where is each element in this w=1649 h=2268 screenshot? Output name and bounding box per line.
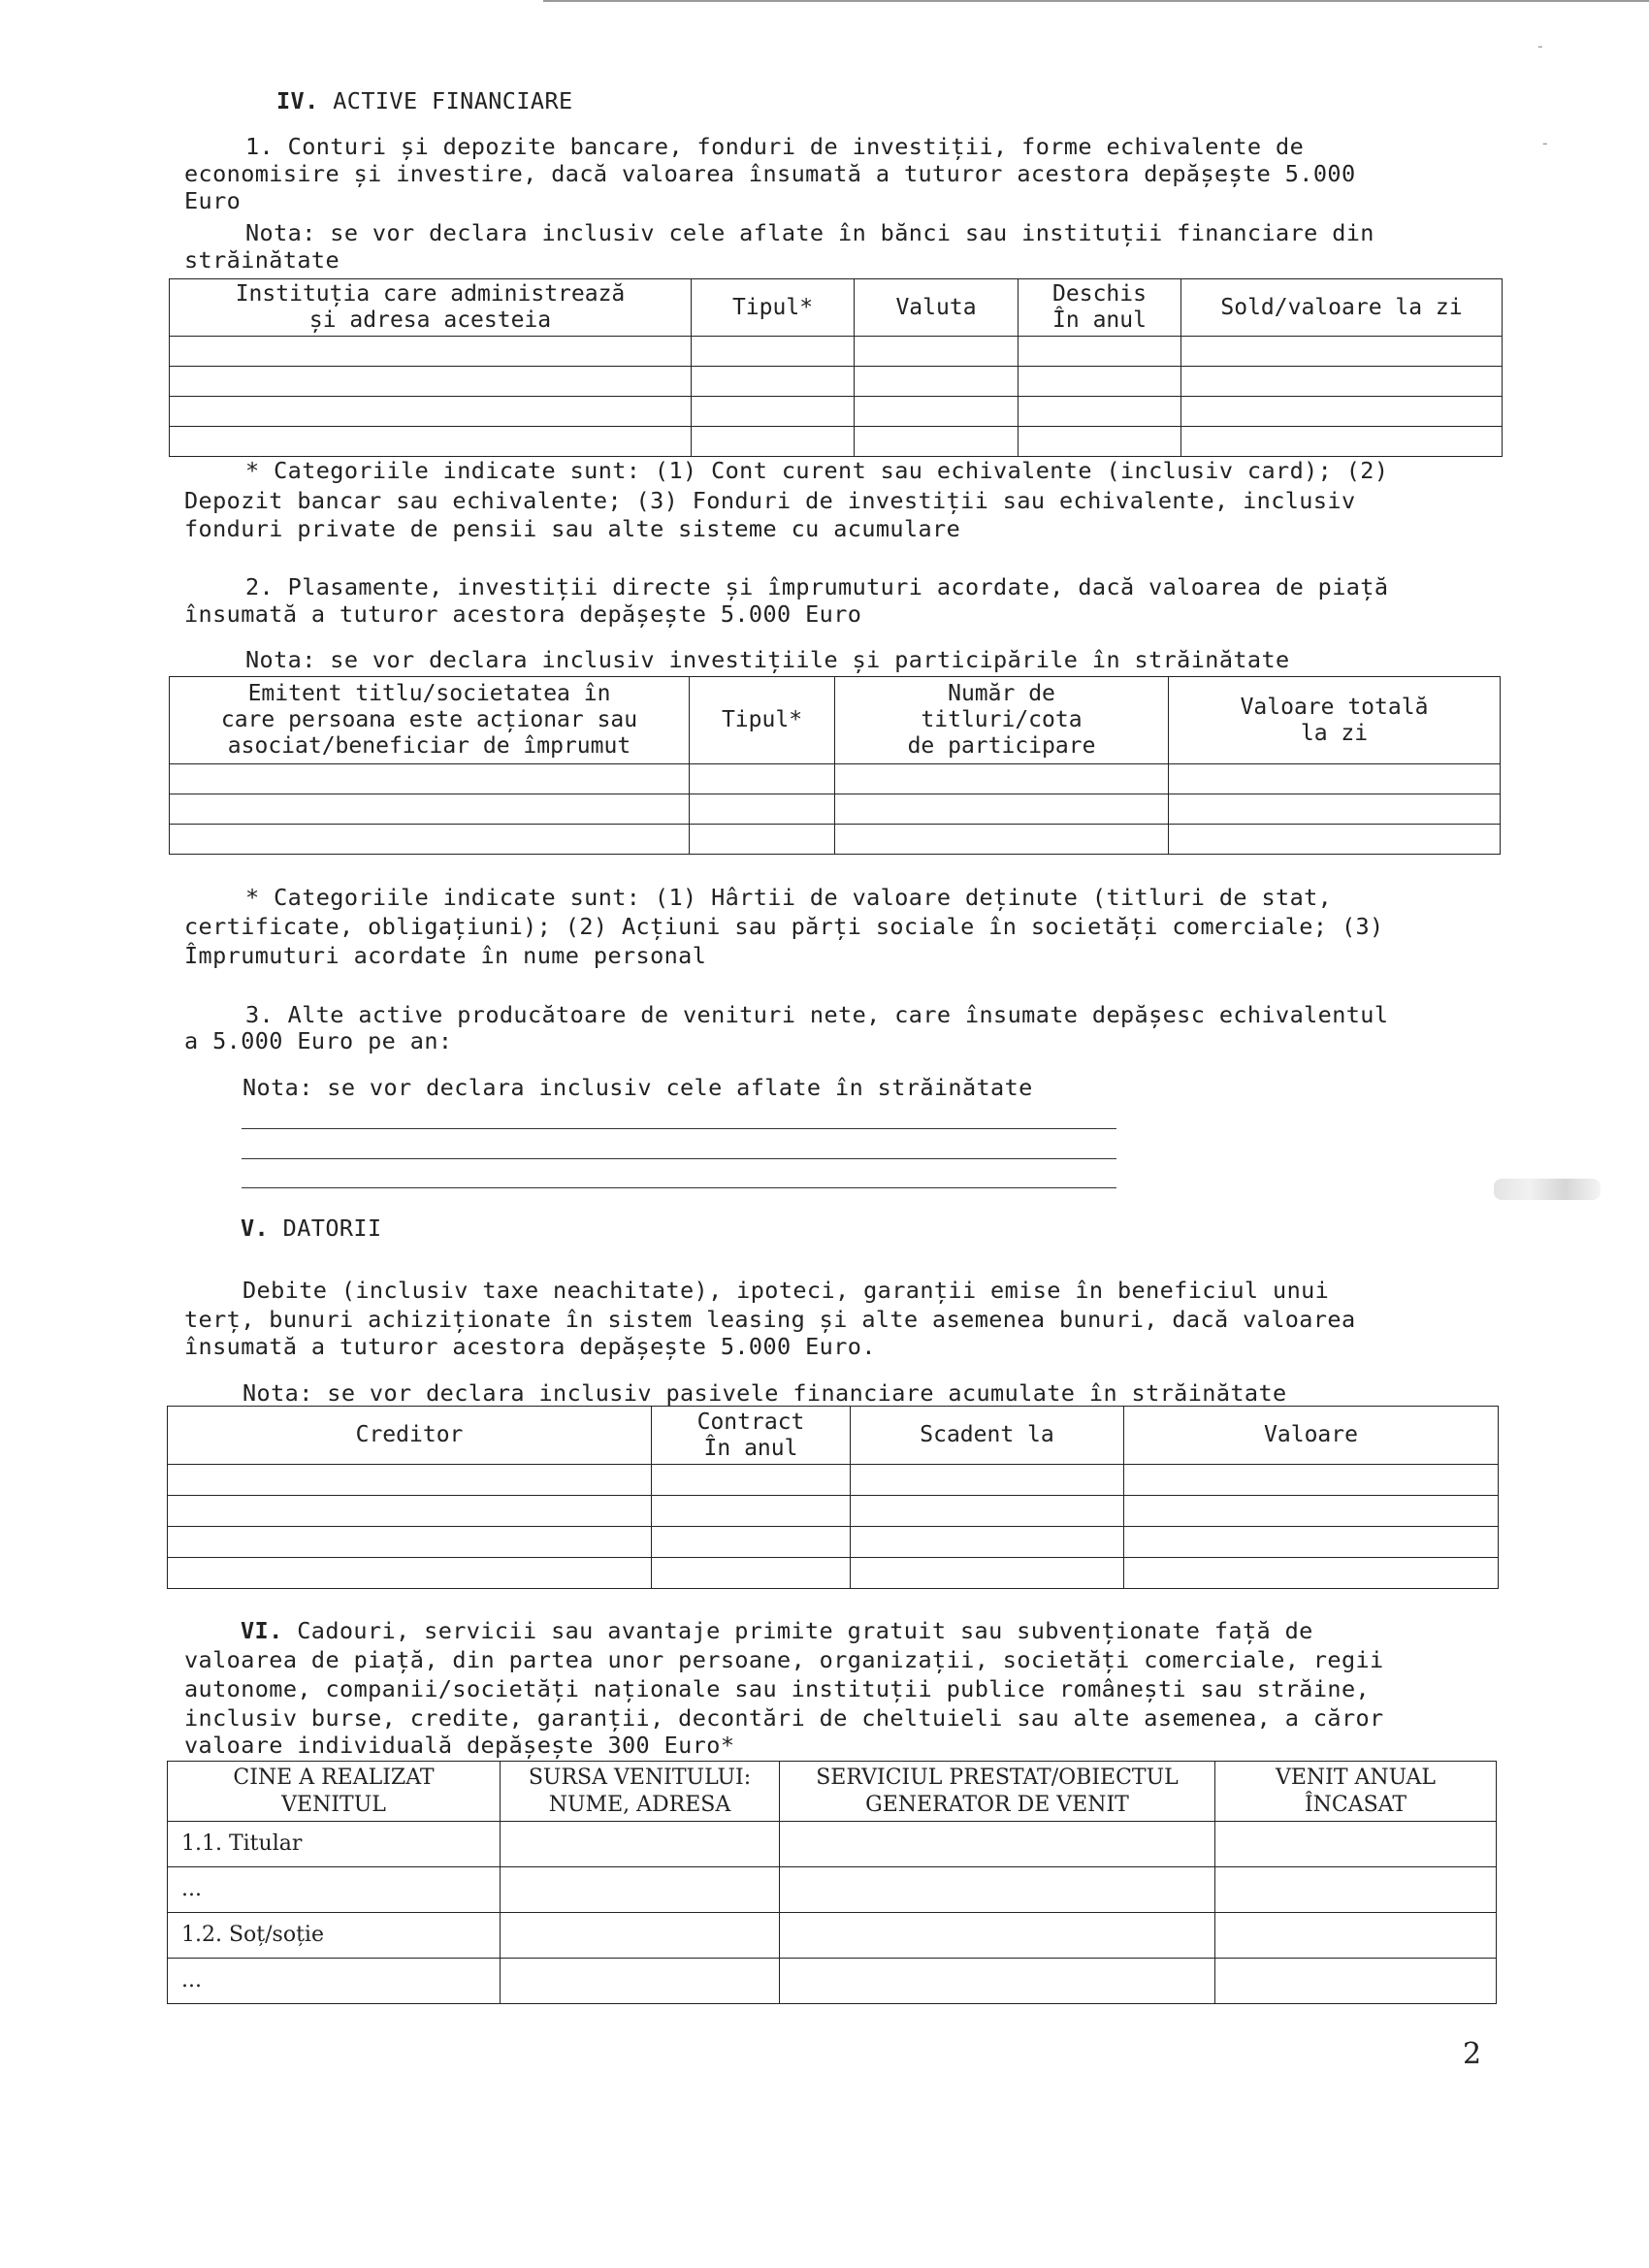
table1-header-currency: Valuta bbox=[855, 279, 1018, 337]
gifts-row-label: 1.2. Soț/soție bbox=[168, 1913, 501, 1959]
table2-footnote-line-3: Împrumuturi acordate în nume personal bbox=[184, 942, 707, 969]
section-vi-number: VI. bbox=[241, 1617, 283, 1644]
item2-line-2: însumată a tuturor acestora depășește 5.000 Euro bbox=[184, 600, 862, 628]
table1-header-institution: Instituția care administrează și adresa acesteia bbox=[170, 279, 692, 337]
table1-header-opened: Deschis În anul bbox=[1018, 279, 1181, 337]
item1-note-line-1: Nota: se vor declara inclusiv cele aflate în bănci sau instituții financiare din bbox=[245, 219, 1374, 246]
item1-line-2: economisire și investire, dacă valoarea însumată a tuturor acestora depășește 5.000 bbox=[184, 160, 1356, 187]
table1-footnote-line-2: Depozit bancar sau echivalente; (3) Fonduri de investiții sau echivalente, inclusiv bbox=[184, 487, 1356, 514]
table2-header-total-value: Valoare totală la zi bbox=[1169, 677, 1501, 764]
section-v-line-1: Debite (inclusiv taxe neachitate), ipoteci, garanții emise în beneficiul unui bbox=[242, 1277, 1330, 1304]
table-row bbox=[170, 794, 1501, 825]
fill-in-line bbox=[242, 1187, 1116, 1188]
section-vi-line-1-text: Cadouri, servicii sau avantaje primite gratuit sau subvenționate față de bbox=[297, 1617, 1313, 1644]
table-row bbox=[170, 427, 1503, 457]
table-row bbox=[170, 764, 1501, 794]
table1-header-balance: Sold/valoare la zi bbox=[1181, 279, 1503, 337]
table1-footnote-line-1: * Categoriile indicate sunt: (1) Cont curent sau echivalente (inclusiv card); (2) bbox=[245, 457, 1389, 484]
table-row bbox=[168, 1465, 1499, 1496]
item3-note: Nota: se vor declara inclusiv cele aflate în străinătate bbox=[242, 1074, 1033, 1101]
gifts-header-who: CINE A REALIZAT VENITUL bbox=[168, 1762, 501, 1822]
table-row bbox=[168, 1496, 1499, 1527]
debts-header-value: Valoare bbox=[1124, 1407, 1499, 1465]
table2-footnote-line-2: certificate, obligațiuni); (2) Acțiuni sau părți sociale în societăți comerciale; (3) bbox=[184, 913, 1384, 940]
gifts-row-label: ... bbox=[168, 1867, 501, 1913]
debts-header-contract-year: Contract În anul bbox=[652, 1407, 851, 1465]
table-row bbox=[168, 1822, 1497, 1867]
fill-in-line bbox=[242, 1158, 1116, 1159]
section-v-heading bbox=[241, 1215, 382, 1243]
section-vi-line-1 bbox=[241, 1617, 1313, 1645]
fill-in-line bbox=[242, 1128, 1116, 1129]
debts-table bbox=[167, 1406, 1499, 1589]
section-v-line-2: terț, bunuri achiziționate în sistem leasing și alte asemenea bunuri, dacă valoarea bbox=[184, 1306, 1356, 1333]
item1-note-line-2: străinătate bbox=[184, 246, 340, 274]
page-number: 2 bbox=[1463, 2037, 1482, 2071]
gifts-header-annual-income: VENIT ANUAL ÎNCASAT bbox=[1215, 1762, 1497, 1822]
gifts-header-service: SERVICIUL PRESTAT/OBIECTUL GENERATOR DE VENIT bbox=[780, 1762, 1215, 1822]
table-row bbox=[168, 1527, 1499, 1558]
section-vi-line-4: inclusiv burse, credite, garanții, decontări de cheltuieli sau alte asemenea, a căror bbox=[184, 1704, 1384, 1732]
scan-top-edge bbox=[543, 0, 1649, 2]
scan-smudge bbox=[1494, 1179, 1600, 1200]
section-iv-heading bbox=[276, 87, 573, 115]
section-vi-line-5: valoare individuală depășește 300 Euro* bbox=[184, 1732, 735, 1759]
item1-line-1: 1. Conturi și depozite bancare, fonduri de investiții, forme echivalente de bbox=[245, 133, 1305, 160]
item3-line-2: a 5.000 Euro pe an: bbox=[184, 1027, 453, 1054]
section-iv-title: ACTIVE FINANCIARE bbox=[333, 87, 573, 114]
table1-header-type: Tipul* bbox=[692, 279, 855, 337]
table-row bbox=[168, 1558, 1499, 1589]
bank-accounts-table bbox=[169, 278, 1503, 457]
section-v-number: V. bbox=[241, 1215, 270, 1242]
gifts-header-source: SURSA VENITULUI: NUME, ADRESA bbox=[501, 1762, 780, 1822]
item2-note: Nota: se vor declara inclusiv investițiile și participările în străinătate bbox=[245, 646, 1290, 673]
table-row bbox=[170, 397, 1503, 427]
investments-table bbox=[169, 676, 1501, 855]
table2-footnote-line-1: * Categoriile indicate sunt: (1) Hârtii de valoare deținute (titluri de stat, bbox=[245, 884, 1333, 911]
table2-header-shares: Număr de titluri/cota de participare bbox=[835, 677, 1169, 764]
debts-header-due-date: Scadent la bbox=[851, 1407, 1124, 1465]
scan-speck: - bbox=[1540, 134, 1550, 152]
item2-line-1: 2. Plasamente, investiții directe și împrumuturi acordate, dacă valoarea de piață bbox=[245, 573, 1389, 600]
gifts-row-label: 1.1. Titular bbox=[168, 1822, 501, 1867]
table-row bbox=[168, 1913, 1497, 1959]
debts-header-creditor: Creditor bbox=[168, 1407, 652, 1465]
table-row bbox=[168, 1959, 1497, 2004]
scan-speck: - bbox=[1536, 37, 1545, 55]
table-row bbox=[170, 367, 1503, 397]
table-row bbox=[170, 337, 1503, 367]
item3-line-1: 3. Alte active producătoare de venituri nete, care însumate depășesc echivalentul bbox=[245, 1001, 1389, 1028]
gifts-row-label: ... bbox=[168, 1959, 501, 2004]
section-v-note: Nota: se vor declara inclusiv pasivele financiare acumulate în străinătate bbox=[242, 1379, 1287, 1407]
item1-line-3: Euro bbox=[184, 187, 242, 214]
section-iv-number: IV. bbox=[276, 87, 319, 114]
table-row bbox=[170, 825, 1501, 855]
table2-header-type: Tipul* bbox=[690, 677, 835, 764]
table-row bbox=[168, 1867, 1497, 1913]
section-v-title: DATORII bbox=[282, 1215, 382, 1242]
section-v-line-3: însumată a tuturor acestora depășește 5.000 Euro. bbox=[184, 1333, 876, 1360]
section-vi-line-3: autonome, companii/societăți naționale sau instituții publice românești sau străine, bbox=[184, 1675, 1371, 1702]
table2-header-issuer: Emitent titlu/societatea în care persoana este acționar sau asociat/beneficiar de împrumut bbox=[170, 677, 690, 764]
section-vi-line-2: valoarea de piață, din partea unor persoane, organizații, societăți comerciale, regii bbox=[184, 1646, 1384, 1673]
gifts-table bbox=[167, 1761, 1497, 2004]
table1-footnote-line-3: fonduri private de pensii sau alte sisteme cu acumulare bbox=[184, 515, 961, 542]
